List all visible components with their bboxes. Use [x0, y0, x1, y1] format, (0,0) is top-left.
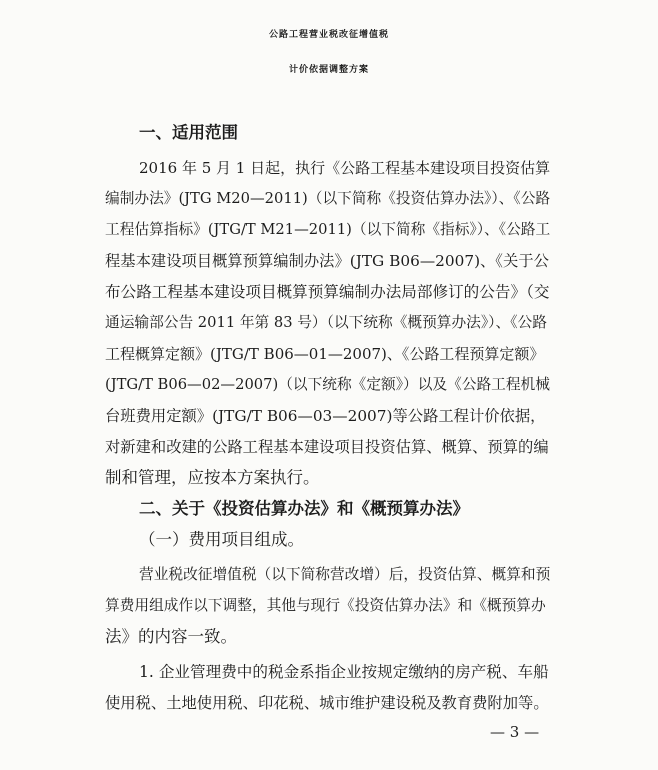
- body-line: 编制办法》(JTG M20—2011)（以下简称《投资估算办法》）、《公路: [105, 190, 551, 207]
- body-line: (JTG/T B06—02—2007)（以下统称《定额》）以及《公路工程机械: [105, 376, 550, 393]
- page-number: — 3 —: [490, 723, 540, 741]
- body-line: 程基本建设项目概算预算编制办法》(JTG B06—2007)、《关于公: [105, 252, 549, 270]
- body-line: 工程概算定额》(JTG/T B06—01—2007)、《公路工程预算定额》: [105, 345, 545, 363]
- section-heading-scope: 一、适用范围: [139, 123, 238, 142]
- subsection-heading: （一）费用项目组成。: [139, 530, 304, 549]
- body-line: 对新建和改建的公路工程基本建设项目投资估算、概算、预算的编: [105, 438, 549, 456]
- body-line: 布公路工程基本建设项目概算预算编制办法局部修订的公告》（交: [105, 283, 550, 301]
- body-line: 使用税、土地使用税、印花税、城市维护建设税及教育费附加等。: [105, 694, 549, 712]
- body-line: 台班费用定额》(JTG/T B06—03—2007)等公路工程计价依据，: [105, 407, 546, 425]
- body-line: 制和管理，应按本方案执行。: [105, 468, 320, 487]
- body-line: 法》的内容一致。: [105, 627, 237, 646]
- document-title-line-2: 计价依据调整方案: [288, 65, 369, 75]
- section-heading-estimation: 二、关于《投资估算办法》和《概预算办法》: [139, 499, 469, 518]
- body-line: 2016 年 5 月 1 日起，执行《公路工程基本建设项目投资估算: [139, 159, 551, 177]
- document-title-line-1: 公路工程营业税改征增值税: [268, 30, 389, 40]
- body-line: 算费用组成作以下调整，其他与现行《投资估算办法》和《概预算办: [105, 597, 546, 614]
- body-line: 营业税改征增值税（以下简称营改增）后，投资估算、概算和预: [139, 566, 551, 583]
- body-line: 1. 企业管理费中的税金系指企业按规定缴纳的房产税、车船: [139, 663, 549, 681]
- body-line: 工程估算指标》(JTG/T M21—2011)（以下简称《指标》）、《公路工: [105, 221, 551, 238]
- body-line: 通运输部公告 2011 年第 83 号）（以下统称《概预算办法》）、《公路: [105, 314, 547, 331]
